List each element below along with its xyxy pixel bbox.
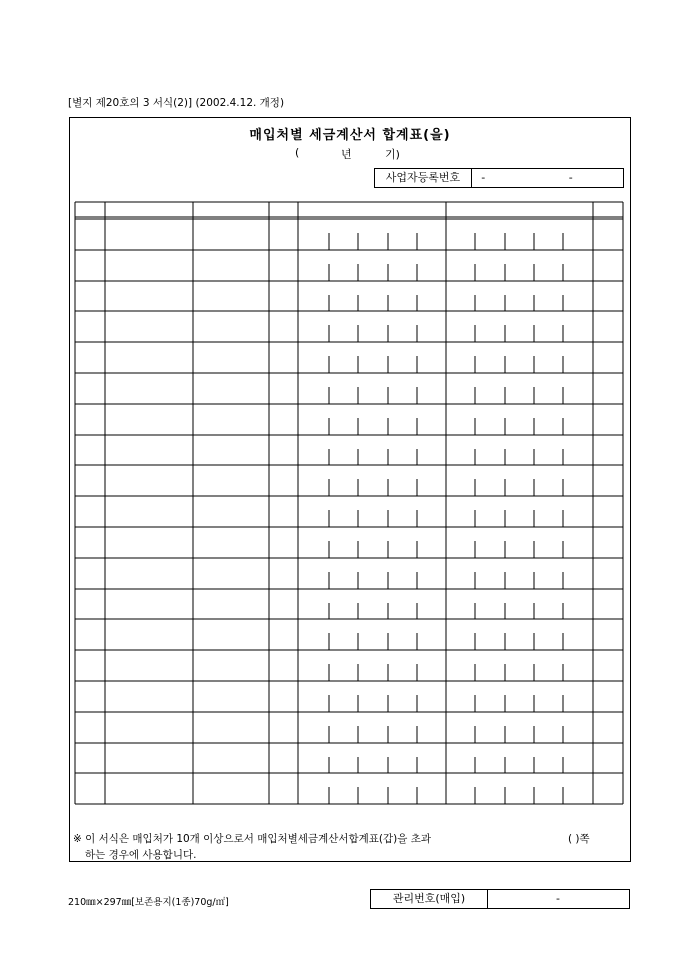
period-open: (	[295, 146, 300, 159]
management-label: 관리번호(매입)	[371, 890, 488, 908]
note-symbol: ※	[73, 833, 82, 845]
form-reference: [별지 제20호의 3 서식(2)] (2002.4.12. 개정)	[68, 97, 285, 109]
form-title: 매입처별 세금계산서 합계표(을)	[249, 128, 451, 143]
period-term: 기)	[385, 148, 400, 161]
management-number-box	[370, 889, 630, 909]
management-value[interactable]: -	[556, 892, 560, 905]
page-number-label[interactable]: ( )쪽	[568, 833, 590, 845]
usage-note	[73, 831, 431, 863]
registration-value[interactable]: - -	[481, 171, 613, 184]
paper-spec: 210㎜×297㎜[보존용지(1종)70g/㎡]	[68, 897, 229, 908]
note-line-2: 하는 경우에 사용합니다.	[85, 849, 197, 861]
registration-label: 사업자등록번호	[375, 169, 472, 187]
note-line-1: 이 서식은 매입처가 10개 이상으로서 매입처별세금계산서합계표(갑)을 초과	[85, 833, 432, 845]
period-year: 년	[341, 148, 352, 161]
